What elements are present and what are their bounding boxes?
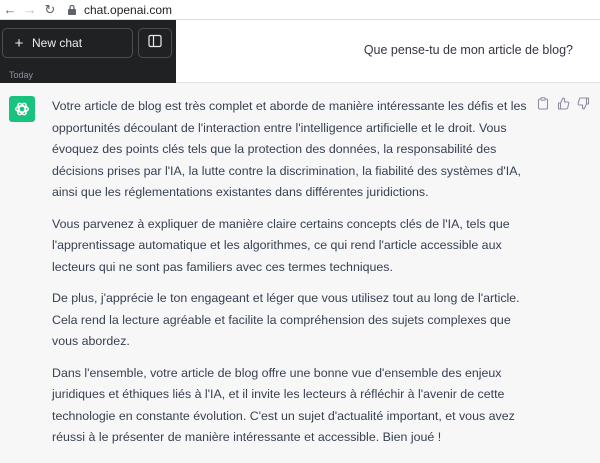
user-message: Que pense-tu de mon article de blog? bbox=[363, 43, 573, 57]
new-chat-label: New chat bbox=[32, 36, 83, 50]
lock-icon bbox=[66, 4, 78, 16]
message-actions bbox=[536, 96, 590, 110]
arrow-right-icon[interactable]: → bbox=[23, 2, 37, 17]
assistant-paragraph: Vous parvenez à expliquer de manière claire certains concepts clés de l'IA, tels que l'apprentissage automatique et les algorithmes, ce qui rend l'article accessible aux lecteurs qui ne sont pas familiers avec ces termes techniques. bbox=[52, 216, 510, 274]
browser-toolbar bbox=[0, 0, 600, 20]
sidebar-toggle-icon bbox=[148, 34, 162, 53]
sidebar bbox=[0, 20, 176, 83]
assistant-message-row bbox=[0, 84, 600, 463]
section-label-today: Today bbox=[9, 70, 34, 80]
plus-icon: + bbox=[14, 34, 24, 52]
assistant-message bbox=[52, 96, 530, 459]
reload-icon[interactable]: ↻ bbox=[44, 1, 56, 17]
arrow-left-icon[interactable]: ← bbox=[3, 2, 17, 17]
url-text: chat.openai.com bbox=[84, 2, 173, 17]
new-chat-button[interactable] bbox=[2, 28, 133, 58]
openai-logo-icon bbox=[9, 96, 35, 122]
assistant-paragraph: Dans l'ensemble, votre article de blog offre une bonne vue d'ensemble des enjeux juridiques et éthiques liés à l'IA, et il invite les lecteurs à réfléchir à l'avenir de cette technologie en constante évolution. C'est un sujet d'actualité important, et vous avez réussi à le présenter de manière intéressante et accessible. Bien joué ! bbox=[52, 365, 515, 444]
address-bar[interactable] bbox=[66, 3, 172, 17]
clipboard-icon[interactable] bbox=[536, 96, 550, 110]
sidebar-toggle-button[interactable] bbox=[138, 28, 172, 58]
user-message-row bbox=[176, 20, 600, 83]
assistant-paragraph: Votre article de blog est très complet et aborde de manière intéressante les défis et les opportunités découlant de l'interaction entre l'intelligence artificielle et le droit. Vous évoquez des points clés tels que la protection des données, la responsabilité des décisions prises par l'IA, la lutte contre la discrimination, la fiabilité des systèmes d'IA, ainsi que les réglementations existantes dans différentes juridictions. bbox=[52, 99, 527, 199]
thumbs-down-icon[interactable] bbox=[576, 96, 590, 110]
thumbs-up-icon[interactable] bbox=[556, 96, 570, 110]
assistant-paragraph: De plus, j'apprécie le ton engageant et léger que vous utilisez tout au long de l'article. Cela rend la lecture agréable et facilite la compréhension des sujets complexes que vous abordez. bbox=[52, 291, 520, 348]
